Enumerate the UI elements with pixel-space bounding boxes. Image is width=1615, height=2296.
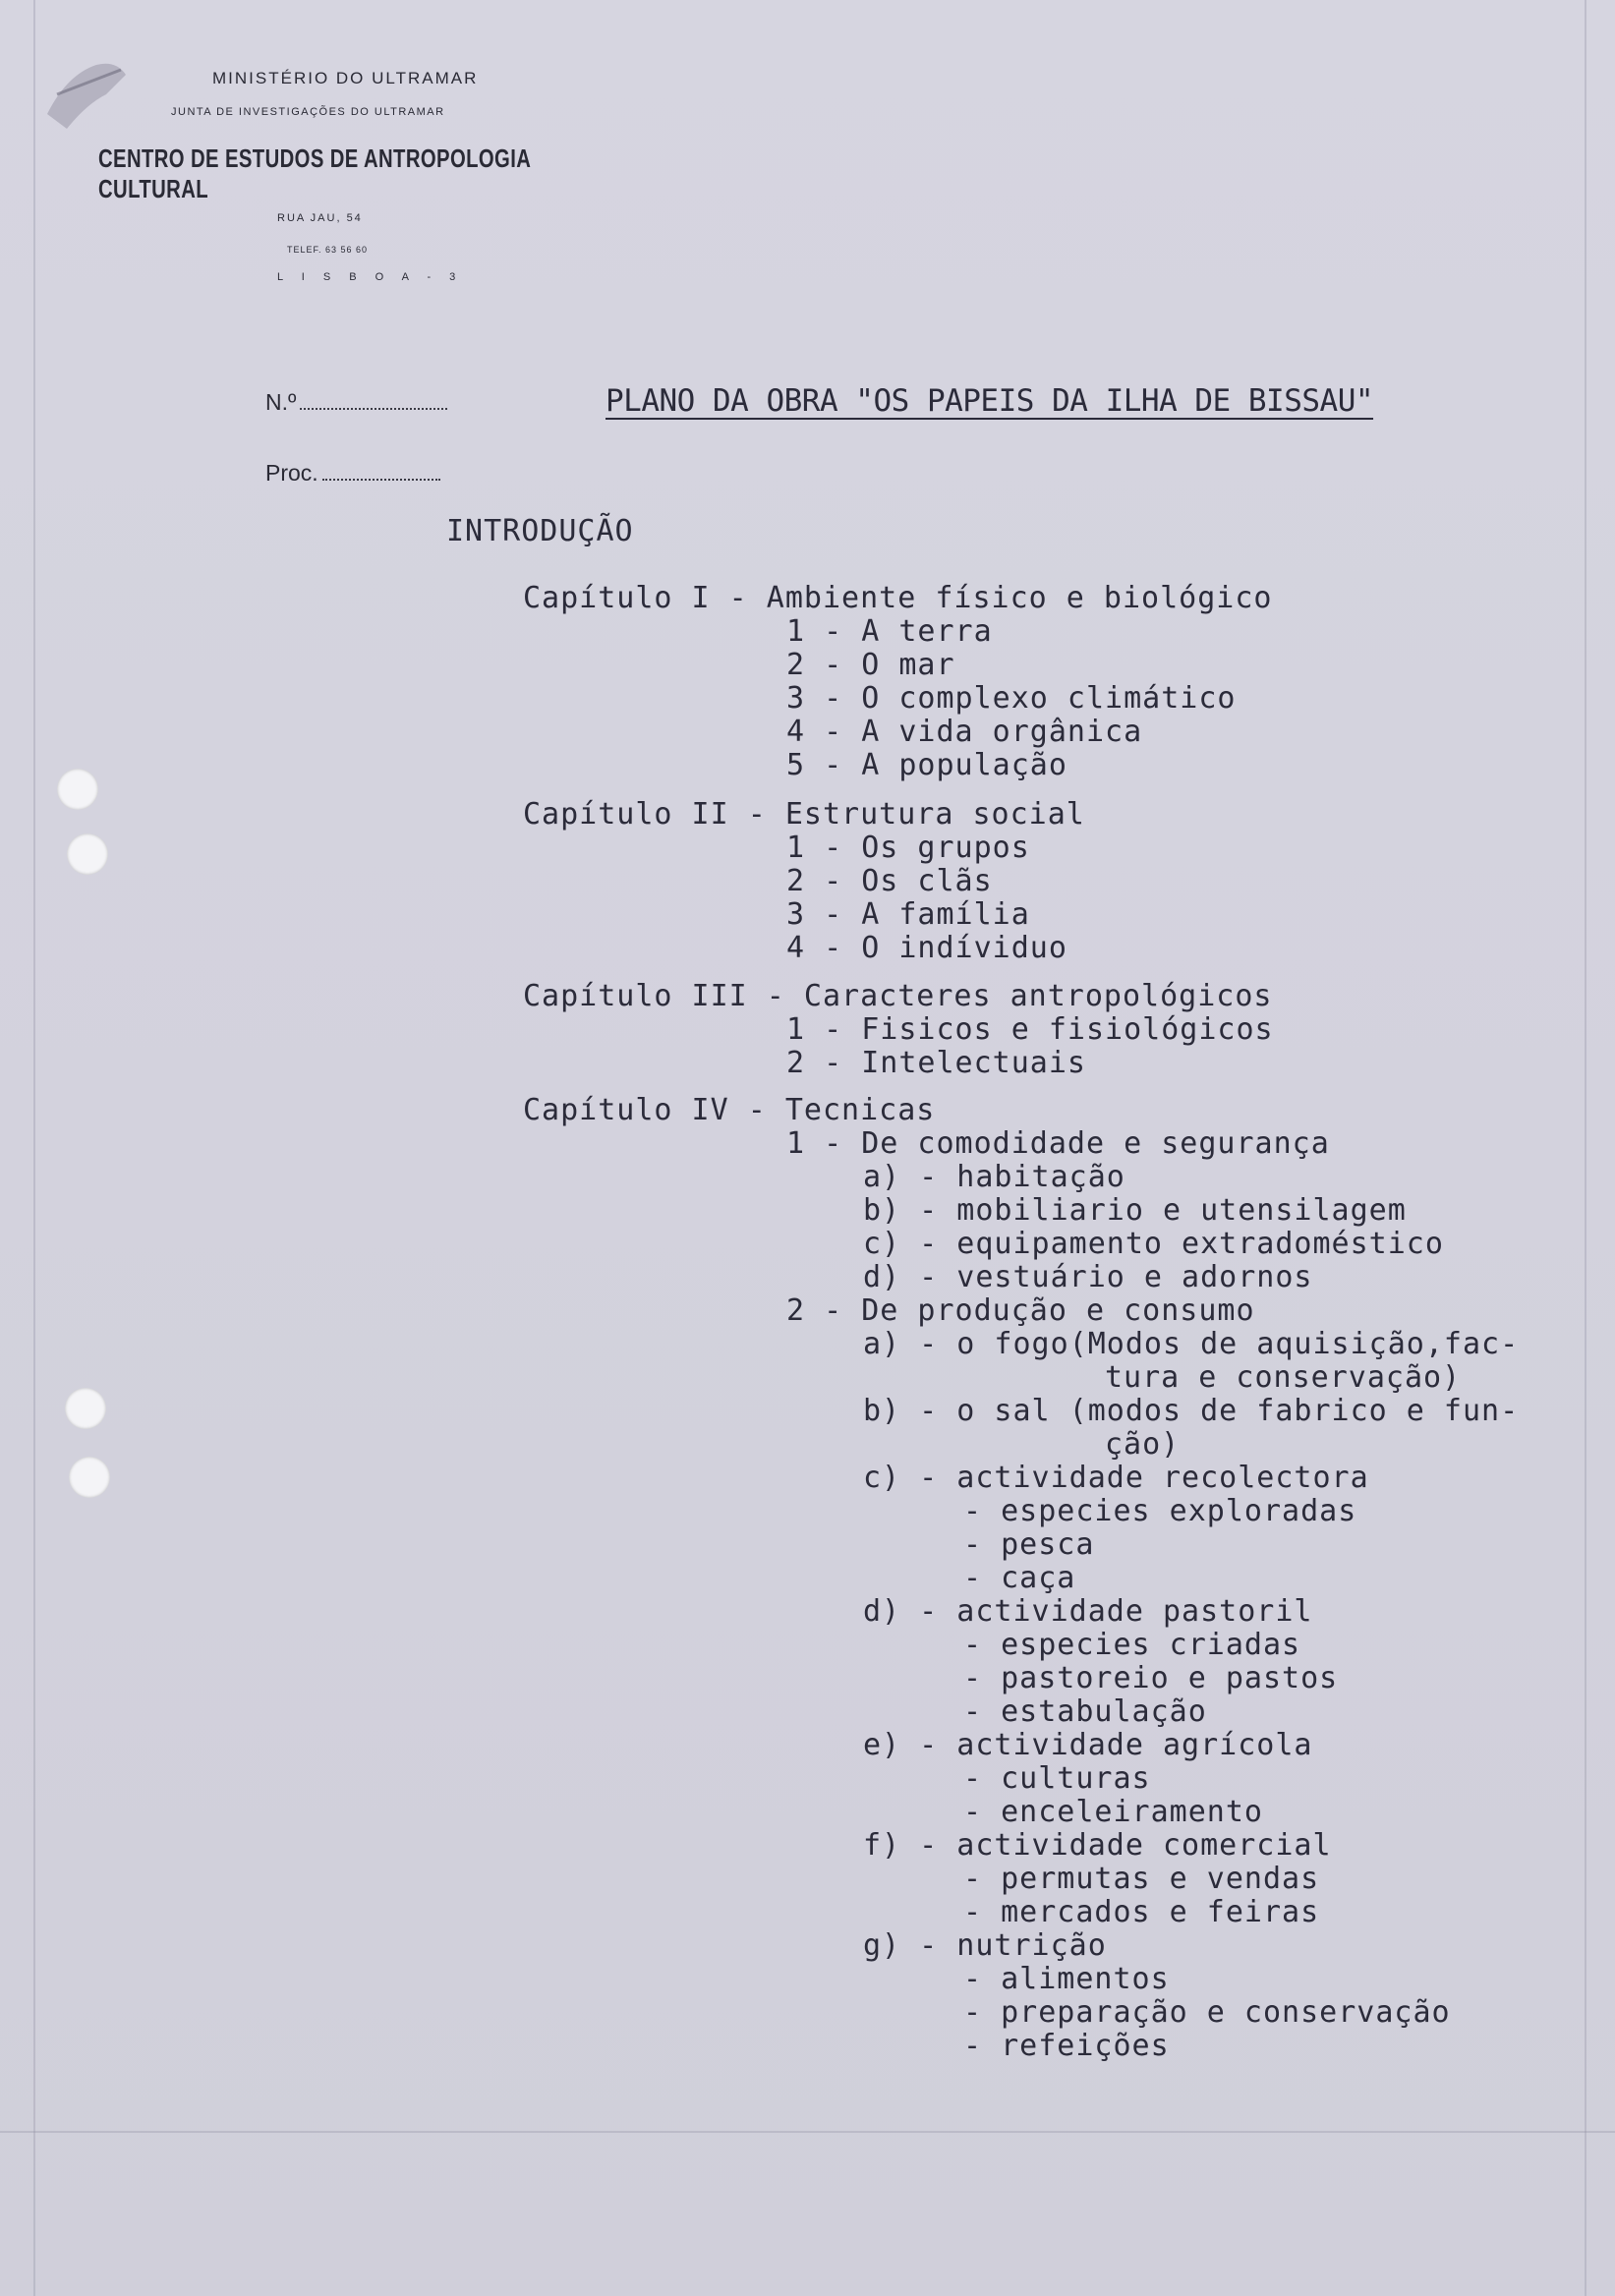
outline-item: - alimentos	[963, 1962, 1170, 1996]
proc-dots	[322, 475, 440, 481]
outline-item: g) - nutrição	[863, 1928, 1107, 1963]
outline-item: ção)	[1105, 1427, 1181, 1462]
number-dots	[300, 404, 447, 410]
outline-item: 2 - O mar	[786, 648, 955, 682]
outline-item: 5 - A população	[786, 748, 1067, 782]
left-edge-line	[33, 0, 35, 2296]
document-title: PLANO DA OBRA "OS PAPEIS DA ILHA DE BISSAU"	[606, 383, 1374, 419]
outline-item: tura e conservação)	[1105, 1360, 1462, 1395]
outline-item: a) - habitação	[863, 1160, 1125, 1194]
chapter-heading: Capítulo IV - Tecnicas	[523, 1093, 936, 1127]
chapter-heading: Capítulo II - Estrutura social	[523, 797, 1085, 832]
address: RUA JAU, 54	[277, 212, 363, 224]
outline-item: - culturas	[963, 1761, 1151, 1796]
outline-item: 3 - O complexo climático	[786, 681, 1237, 716]
punch-hole	[65, 1388, 106, 1429]
outline-item: - permutas e vendas	[963, 1862, 1320, 1896]
outline-item: 1 - Fisicos e fisiológicos	[786, 1012, 1274, 1047]
number-label: N.º	[265, 389, 297, 415]
outline-item: - enceleiramento	[963, 1795, 1263, 1829]
outline-item: - especies exploradas	[963, 1494, 1357, 1528]
ministry-name: MINISTÉRIO DO ULTRAMAR	[212, 69, 479, 87]
outline-item: 3 - A família	[786, 897, 1030, 932]
outline-item: c) - actividade recolectora	[863, 1461, 1369, 1495]
outline-item: d) - actividade pastoril	[863, 1594, 1313, 1629]
outline-item: c) - equipamento extradoméstico	[863, 1227, 1444, 1261]
outline-item: - pastoreio e pastos	[963, 1661, 1339, 1695]
city: L I S B O A - 3	[277, 271, 464, 283]
outline-item: - preparação e conservação	[963, 1995, 1451, 2030]
outline-item: 1 - Os grupos	[786, 831, 1030, 865]
number-field	[265, 389, 447, 416]
outline-item: 4 - O indíviduo	[786, 931, 1067, 965]
outline-item: 4 - A vida orgânica	[786, 715, 1143, 749]
outline-item: 2 - Intelectuais	[786, 1046, 1086, 1080]
outline-item: b) - o sal (modos de fabrico e fun-	[863, 1394, 1520, 1428]
telephone: TELEF. 63 56 60	[287, 245, 369, 255]
outline-item: 1 - A terra	[786, 614, 993, 649]
outline-item: d) - vestuário e adornos	[863, 1260, 1313, 1294]
introduction-heading: INTRODUÇÃO	[446, 514, 634, 548]
outline-item: - especies criadas	[963, 1628, 1301, 1662]
outline-item: 2 - Os clãs	[786, 864, 993, 898]
outline-item: - refeições	[963, 2029, 1170, 2063]
outline-item: - estabulação	[963, 1694, 1207, 1729]
outline-item: e) - actividade agrícola	[863, 1728, 1313, 1762]
chapter-heading: Capítulo III - Caracteres antropológicos	[523, 979, 1273, 1013]
outline-item: b) - mobiliario e utensilagem	[863, 1193, 1407, 1228]
punch-hole	[57, 769, 98, 810]
outline-item: - pesca	[963, 1527, 1095, 1562]
junta-name: JUNTA DE INVESTIGAÇÕES DO ULTRAMAR	[171, 106, 445, 118]
outline-item: 1 - De comodidade e segurança	[786, 1126, 1330, 1161]
chapter-heading: Capítulo I - Ambiente físico e biológico	[523, 581, 1273, 615]
proc-label: Proc.	[265, 460, 318, 486]
fold-crease	[0, 2131, 1615, 2133]
punch-hole	[69, 1457, 110, 1498]
outline-item: - caça	[963, 1561, 1076, 1595]
outline-item: f) - actividade comercial	[863, 1828, 1332, 1863]
outline-item: - mercados e feiras	[963, 1895, 1320, 1929]
proc-field	[265, 460, 440, 487]
right-edge-line	[1585, 0, 1586, 2296]
outline-item: 2 - De produção e consumo	[786, 1293, 1255, 1328]
punch-hole	[67, 833, 108, 875]
centro-name: CENTRO DE ESTUDOS DE ANTROPOLOGIA CULTURAL	[98, 144, 531, 203]
outline-item: a) - o fogo(Modos de aquisição,fac-	[863, 1327, 1520, 1361]
seal-icon	[28, 35, 145, 153]
letterhead	[0, 0, 688, 295]
